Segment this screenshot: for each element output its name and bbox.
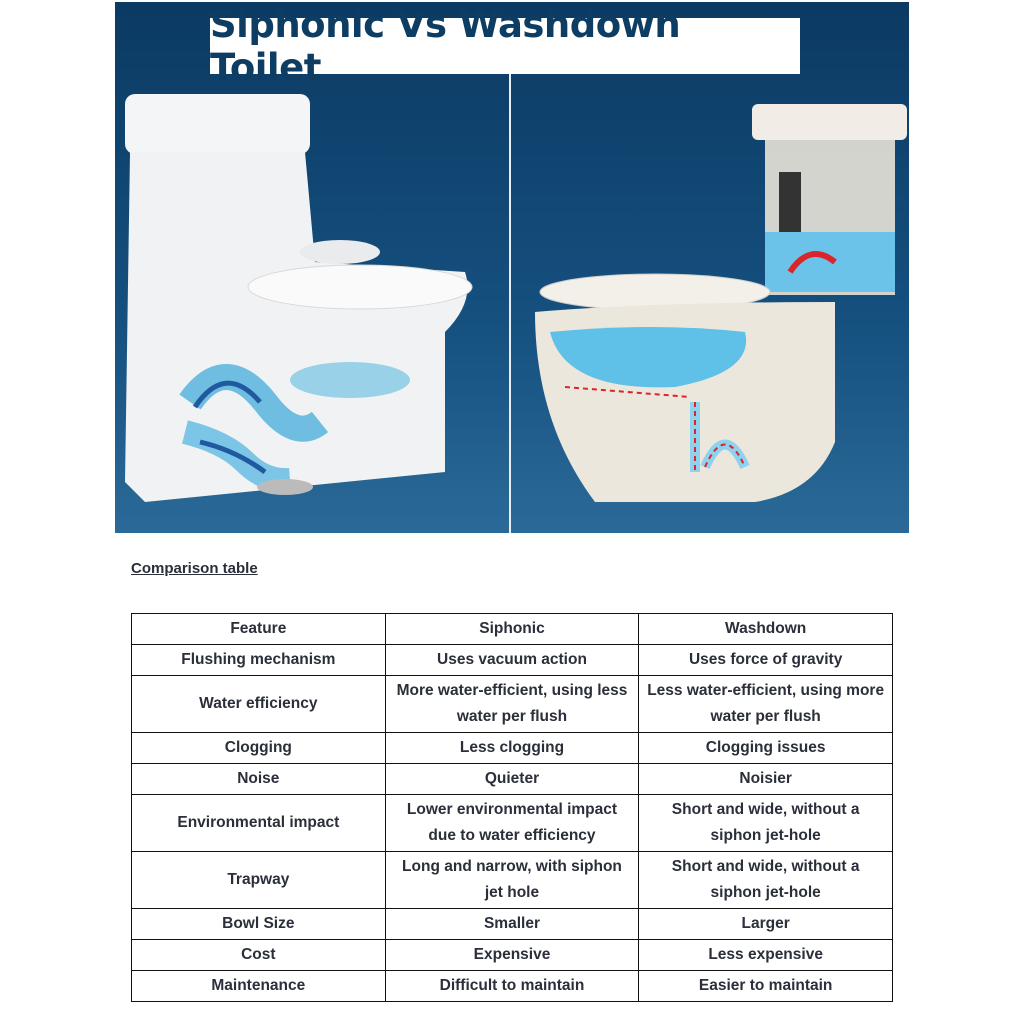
washdown-cell: Easier to maintain <box>639 971 893 1002</box>
feature-cell: Cost <box>132 940 386 971</box>
siphonic-cell: More water-efficient, using less water per flush <box>385 676 639 733</box>
washdown-cell: Clogging issues <box>639 733 893 764</box>
siphonic-cell: Expensive <box>385 940 639 971</box>
washdown-cell: Uses force of gravity <box>639 645 893 676</box>
table-header-row <box>132 614 893 645</box>
feature-cell: Water efficiency <box>132 676 386 733</box>
siphonic-toilet-image <box>125 94 472 502</box>
table-row <box>132 764 893 795</box>
siphonic-cell: Quieter <box>385 764 639 795</box>
siphonic-cell: Smaller <box>385 909 639 940</box>
feature-cell: Environmental impact <box>132 795 386 852</box>
table-row <box>132 971 893 1002</box>
table-row <box>132 909 893 940</box>
table-row <box>132 676 893 733</box>
image-divider <box>509 74 511 533</box>
comparison-table <box>131 613 893 1002</box>
washdown-toilet-image <box>535 104 907 502</box>
header-cell: Feature <box>132 614 386 645</box>
table-row <box>132 645 893 676</box>
table-row <box>132 852 893 909</box>
siphonic-cell: Less clogging <box>385 733 639 764</box>
hero-image <box>115 2 909 533</box>
feature-cell: Maintenance <box>132 971 386 1002</box>
image-title: Siphonic Vs Washdown Toilet <box>210 3 681 89</box>
siphonic-cell: Uses vacuum action <box>385 645 639 676</box>
table-row <box>132 795 893 852</box>
feature-cell: Clogging <box>132 733 386 764</box>
washdown-cell: Less expensive <box>639 940 893 971</box>
table-row <box>132 940 893 971</box>
siphonic-cell: Long and narrow, with siphon jet hole <box>385 852 639 909</box>
comparison-table-caption: Comparison table <box>131 560 258 577</box>
washdown-cell: Larger <box>639 909 893 940</box>
feature-cell: Trapway <box>132 852 386 909</box>
washdown-cell: Less water-efficient, using more water per flush <box>639 676 893 733</box>
header-cell: Siphonic <box>385 614 639 645</box>
washdown-cell: Noisier <box>639 764 893 795</box>
table-row <box>132 733 893 764</box>
washdown-cell: Short and wide, without a siphon jet-hole <box>639 852 893 909</box>
feature-cell: Noise <box>132 764 386 795</box>
feature-cell: Flushing mechanism <box>132 645 386 676</box>
title-banner <box>210 3 800 89</box>
siphonic-cell: Difficult to maintain <box>385 971 639 1002</box>
siphonic-cell: Lower environmental impact due to water efficiency <box>385 795 639 852</box>
washdown-cell: Short and wide, without a siphon jet-hole <box>639 795 893 852</box>
header-cell: Washdown <box>639 614 893 645</box>
feature-cell: Bowl Size <box>132 909 386 940</box>
